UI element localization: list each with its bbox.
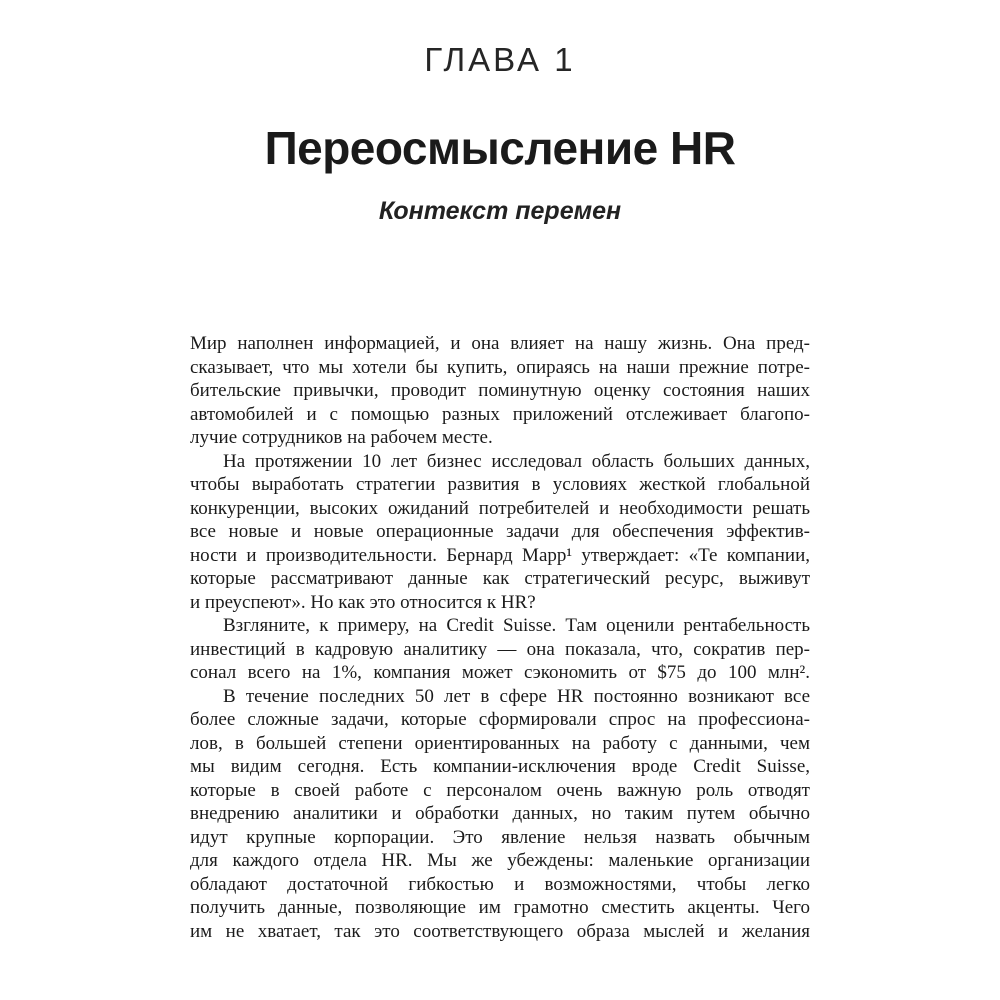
body-line: более сложные задачи, которые сформировали спрос на профессиона-	[190, 709, 810, 730]
body-line: ности и производительности. Бернард Марр¹ утверждает: «Те компании,	[190, 544, 810, 566]
body-line: конкуренции, высоких ожиданий потребителей и необходимости решать	[190, 497, 810, 519]
body-line: для каждого отдела HR. Мы же убеждены: маленькие организации	[190, 850, 810, 871]
body-line: обладают достаточной гибкостью и возможностями, чтобы легко	[190, 873, 810, 895]
body-line: и преуспеют». Но как это относится к HR?	[190, 591, 536, 613]
body-line: чтобы выработать стратегии развития в условиях жесткой глобальной	[190, 474, 810, 495]
body-line: внедрению аналитики и обработки данных, но таким путем обычно	[190, 803, 810, 824]
body-line: бительские привычки, проводит поминутную оценку состояния наших	[190, 380, 810, 401]
page-title: Переосмысление HR	[264, 122, 736, 174]
body-line: мы видим сегодня. Есть компании-исключения вроде Credit Suisse,	[190, 756, 810, 777]
body-line: сонал всего на 1%, компания может сэкономить от $75 до 100 млн².	[190, 662, 810, 683]
chapter-label: ГЛАВА 1	[424, 41, 576, 78]
body-line: получить данные, позволяющие им грамотно сместить акценты. Чего	[190, 897, 810, 918]
body-line: лов, в большей степени ориентированных на работу с данными, чем	[190, 732, 810, 754]
paragraph	[190, 332, 810, 450]
body-line: В течение последних 50 лет в сфере HR постоянно возникают все	[223, 685, 810, 707]
body-line: все новые и новые операционные задачи для обеспечения эффектив-	[190, 521, 810, 542]
body-text	[190, 332, 810, 943]
body-line: которые в своей работе с персоналом очень важную роль отводят	[190, 779, 810, 801]
body-line: лучие сотрудников на рабочем месте.	[190, 427, 493, 448]
page-subtitle: Контекст перемен	[378, 197, 622, 225]
body-line: которые рассматривают данные как стратегический ресурс, выживут	[190, 568, 810, 589]
body-line: На протяжении 10 лет бизнес исследовал область больших данных,	[223, 450, 810, 472]
body-line: идут крупные корпорации. Это явление нельзя назвать обычным	[190, 826, 810, 848]
body-line: автомобилей и с помощью разных приложений отслеживает благопо-	[190, 403, 810, 425]
body-line: Мир наполнен информацией, и она влияет на нашу жизнь. Она пред-	[190, 333, 810, 354]
paragraph	[190, 685, 810, 944]
paragraph	[190, 614, 810, 685]
body-line: им не хватает, так это соответствующего образа мыслей и желания	[190, 920, 810, 942]
body-line: сказывает, что мы хотели бы купить, опираясь на наши прежние потре-	[190, 356, 810, 378]
body-line: инвестиций в кадровую аналитику — она показала, что, сократив пер-	[190, 638, 810, 660]
paragraph	[190, 450, 810, 615]
body-line: Взгляните, к примеру, на Credit Suisse. Там оценили рентабельность	[223, 615, 810, 636]
